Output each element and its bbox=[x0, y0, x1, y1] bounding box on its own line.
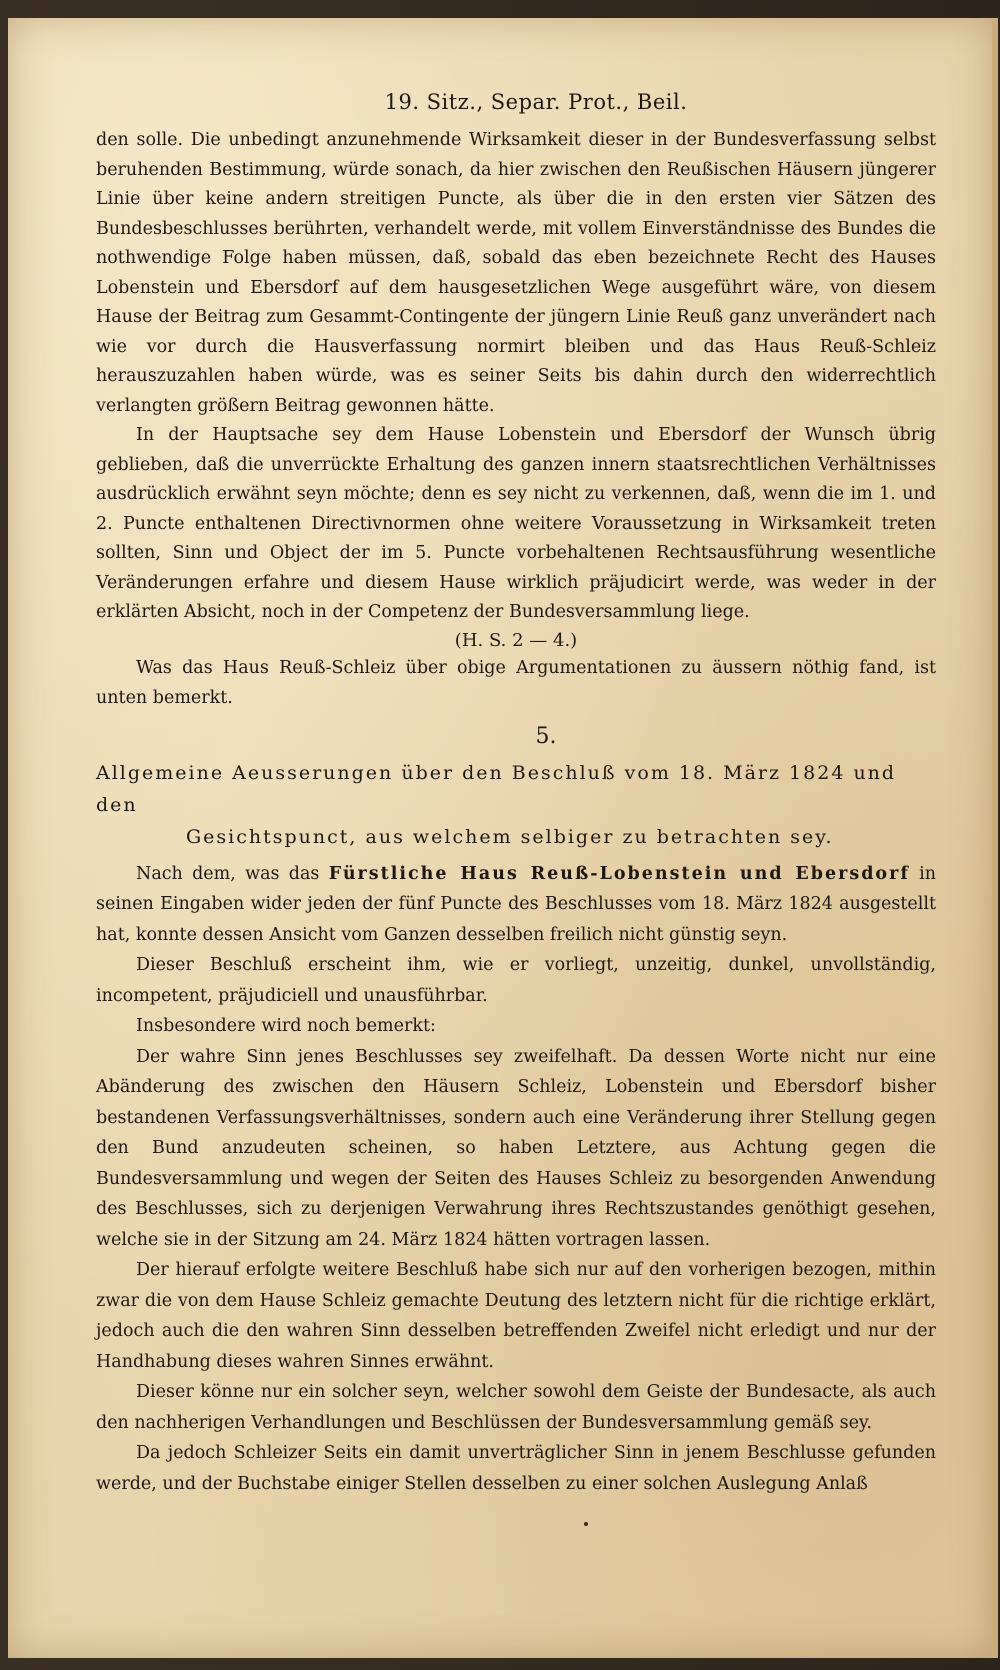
paragraph-nach-dem bbox=[96, 859, 936, 951]
citation: (H. S. 2 — 4.) bbox=[454, 629, 578, 651]
paragraph-continuation: den solle. Die unbedingt anzunehmende Wirksamkeit dieser in der Bundesverfassung selbst beruhenden Bestimmung, würde sonach, da hier zwischen den Reußischen Häusern jüngerer Linie über keine andern streitigen Puncte, als über die in den ersten vier Sätzen des Bundesbeschlusses berührten, verhandelt werde, mit vollem Einverständnisse des Bundes die nothwendige Folge haben müssen, daß, sobald das eben bezeichnete Recht des Hauses Lobenstein und Ebersdorf auf dem hausgesetzlichen Wege ausgeführt wäre, von diesem Hause der Beitrag zum Gesammt-Contingente der jüngern Linie Reuß ganz unverändert nach wie vor durch die Hausverfassung normirt bleiben und das Haus Reuß-Schleiz herauszuzahlen haben würde, was es seiner Seits bis dahin durch den widerrechtlich verlangten größern Beitrag gewonnen hätte. bbox=[96, 130, 936, 416]
house-name: Fürstliche Haus Reuß-Lobenstein und Ebersdorf bbox=[328, 863, 910, 884]
paragraph-wahre-sinn: Der wahre Sinn jenes Beschlusses sey zweifelhaft. Da dessen Worte nicht nur eine Abänderung des zwischen den Häusern Schleiz, Lobenstein und Ebersdorf bisher bestandenen Verfassungsverhältnisses, sondern auch eine Veränderung ihrer Stellung gegen den Bund anzudeuten scheinen, so haben Letztere, aus Achtung gegen die Bundesversammlung und wegen der Seiten des Hauses Schleiz zu besorgenden Anwendung des Beschlusses, sich zu derjenigen Verwahrung ihres Rechtszustandes genöthigt gesehen, welche sie in der Sitzung am 24. März 1824 hätten vortragen lassen. bbox=[96, 1046, 936, 1250]
ink-speck bbox=[584, 1522, 588, 1526]
paragraph-dieser-beschluss: Dieser Beschluß erscheint ihm, wie er vorliegt, unzeitig, dunkel, unvollständig, incompetent, präjudiciell und unausführbar. bbox=[96, 955, 936, 1006]
paragraph-da-jedoch: Da jedoch Schleizer Seits ein damit unverträglicher Sinn in jenem Beschlusse gefunden werde, und der Buchstabe einiger Stellen desselben zu einer solchen Auslegung Anlaß bbox=[96, 1443, 936, 1494]
paragraph-dieser-koenne: Dieser könne nur ein solcher seyn, welcher sowohl dem Geiste der Bundesacte, als auch den nachherigen Verhandlungen und Beschlüssen der Bundesversammlung gemäß sey. bbox=[96, 1382, 936, 1433]
paragraph-hierauf: Der hierauf erfolgte weitere Beschluß habe sich nur auf den vorherigen bezogen, mithin zwar die von dem Hause Schleiz gemachte Deutung des letztern nicht für die richtige erklärt, jedoch auch die den wahren Sinn desselben betreffenden Zweifel nicht erledigt und nur der Handhabung dieses wahren Sinnes erwähnt. bbox=[96, 1260, 936, 1372]
section-title-line-2: Gesichtspunct, aus welchem selbiger zu betrachten sey. bbox=[186, 825, 834, 848]
section-title bbox=[96, 757, 936, 853]
p3-start: Nach dem, was das bbox=[136, 863, 329, 884]
running-head: 19. Sitz., Separ. Prot., Beil. bbox=[384, 90, 688, 114]
paragraph-insbesondere: Insbesondere wird noch bemerkt: bbox=[136, 1016, 436, 1036]
p3-end: in seinen Eingaben wider jeden der fünf Puncte des Beschlusses vom 18. März 1824 ausgestellt hat, konnte dessen Ansicht vom Ganzen desselben freilich nicht günstig seyn. bbox=[96, 863, 937, 945]
note-paragraph: Was das Haus Reuß-Schleiz über obige Argumentationen zu äussern nöthig fand, ist unten bemerkt. bbox=[96, 657, 936, 708]
paragraph-hauptsache: In der Hauptsache sey dem Hause Lobenstein und Ebersdorf der Wunsch übrig geblieben, daß die unverrückte Erhaltung des ganzen innern staatsrechtlichen Verhältnisses ausdrücklich erwähnt seyn möchte; denn es sey nicht zu verkennen, daß, wenn die im 1. und 2. Puncte enthaltenen Directivnormen ohne weitere Voraussetzung in Wirksamkeit treten sollten, Sinn und Object der im 5. Puncte vorbehaltenen Rechtsausführung wesentliche Veränderungen erfahre und diesem Hause wirklich präjudicirt werde, was weder in der erklärten Absicht, noch in der Competenz der Bundesversammlung liege. bbox=[96, 425, 936, 622]
section-title-line-1: Allgemeine Aeusserungen über den Beschluß vom 18. März 1824 und den bbox=[96, 761, 897, 816]
section-number: 5. bbox=[535, 723, 557, 749]
page-text bbox=[96, 64, 936, 1499]
